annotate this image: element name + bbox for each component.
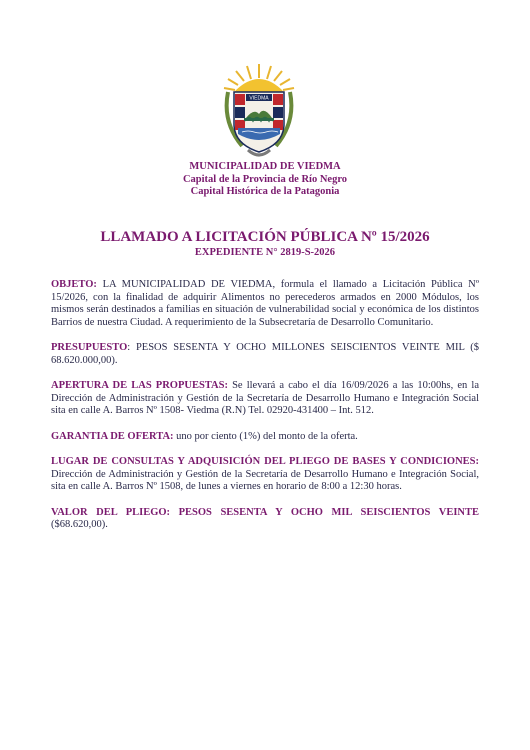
valor-paragraph: [51, 507, 479, 532]
presupuesto-text: : PESOS SESENTA Y OCHO MILLONES SEISCIENTOS VEINTE MIL ($ 68.620.000,00).: [51, 342, 479, 366]
notice-body: [51, 279, 479, 545]
garantia-text: uno por ciento (1%) del monto de la oferta.: [173, 430, 358, 442]
garantia-paragraph: [51, 431, 479, 444]
apertura-text: Se llevará a cabo el día 16/09/2026 a las 10:00hs, en la Dirección de Administración y Gestión de la Secretaría de Desarrollo Humano e Integración Social sita en calle A. Barros Nº 1508- Viedma (R.N) Tel. 02920-431400 – Int. 512.: [51, 380, 480, 417]
apertura-paragraph: [51, 380, 479, 418]
page-title: LLAMADO A LICITACIÓN PÚBLICA Nº 15/2026: [100, 229, 430, 245]
svg-text:VIEDMA: VIEDMA: [249, 95, 269, 102]
province-capital-line: Capital de la Provincia de Río Negro: [182, 173, 348, 185]
presupuesto-paragraph: [51, 342, 479, 367]
objeto-text: LA MUNICIPALIDAD DE VIEDMA, formula el llamado a Licitación Pública Nº 15/2026, con la finalidad de adquirir Alimentos no perecederos armados en 2000 Módulos, los mismos serán destinados a familias en situación de vulnerabilidad social y económica de los distintos Barrios de nuestra Ciudad. A requerimiento de la Subsecretaría de Desarrollo Comunitario.: [51, 279, 479, 328]
valor-text: ($68.620,00).: [51, 519, 108, 531]
historic-capital-line: Capital Histórica de la Patagonia: [190, 186, 340, 197]
presupuesto-label: PRESUPUESTO: [51, 342, 128, 354]
apertura-label: APERTURA DE LAS PROPUESTAS:: [51, 380, 228, 392]
objeto-paragraph: [51, 279, 479, 329]
garantia-label: GARANTIA DE OFERTA:: [51, 430, 174, 442]
lugar-paragraph: [51, 456, 479, 494]
expediente-number: EXPEDIENTE N° 2819-S-2026: [194, 247, 336, 258]
objeto-label: OBJETO:: [51, 279, 97, 290]
coat-of-arms-icon: [220, 62, 298, 162]
municipality-name: MUNICIPALIDAD DE VIEDMA: [189, 161, 341, 172]
lugar-label: LUGAR DE CONSULTAS Y ADQUISICIÓN DEL PLIEGO DE BASES Y CONDICIONES:: [51, 456, 479, 468]
title-block: [0, 229, 530, 259]
lugar-text: Dirección de Administración y Gestión de la Secretaría de Desarrollo Humano e Integración Social, sita en calle A. Barros Nº 1508, de lunes a viernes en horario de 8:00 a 12:30 horas.: [51, 468, 479, 493]
municipality-header: [0, 161, 530, 199]
valor-label: VALOR DEL PLIEGO: PESOS SESENTA Y OCHO MIL SEISCIENTOS VEINTE: [51, 506, 479, 518]
